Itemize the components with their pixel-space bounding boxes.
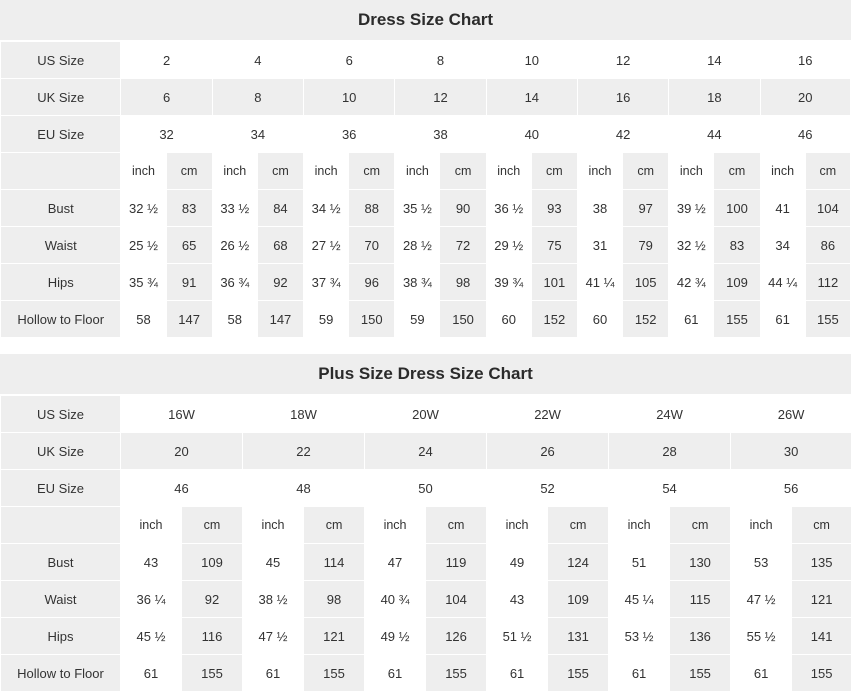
cell-waist: 29 ½ — [486, 227, 531, 264]
cell-hips: 47 ½ — [243, 618, 304, 655]
cell-waist: 121 — [792, 581, 851, 618]
cell-hips: 36 ¾ — [212, 264, 257, 301]
cell-waist: 70 — [349, 227, 395, 264]
row-label-us-size: US Size — [1, 396, 121, 433]
cell-hollow: 155 — [792, 655, 851, 692]
cell-uk-size: 20 — [121, 433, 243, 470]
cell-us-size: 18W — [243, 396, 365, 433]
table-row-waist — [1, 581, 851, 618]
cell-us-size: 12 — [577, 42, 668, 79]
cell-hips: 53 ½ — [609, 618, 670, 655]
cell-us-size: 24W — [609, 396, 731, 433]
cell-unit: inch — [486, 153, 531, 190]
row-label-us-size: US Size — [1, 42, 121, 79]
cell-uk-size: 24 — [365, 433, 487, 470]
row-label-hollow-to-floor: Hollow to Floor — [1, 301, 121, 338]
cell-hollow: 155 — [714, 301, 760, 338]
cell-waist: 65 — [166, 227, 212, 264]
cell-unit: inch — [669, 153, 714, 190]
cell-hollow: 61 — [365, 655, 426, 692]
cell-waist: 40 ¾ — [365, 581, 426, 618]
cell-unit: cm — [426, 507, 487, 544]
cell-bust: 41 — [760, 190, 805, 227]
cell-unit: cm — [440, 153, 486, 190]
cell-unit: cm — [304, 507, 365, 544]
cell-bust: 32 ½ — [121, 190, 166, 227]
cell-unit: inch — [487, 507, 548, 544]
cell-hollow: 61 — [731, 655, 792, 692]
cell-uk-size: 18 — [669, 79, 760, 116]
dress-size-chart-block — [0, 0, 851, 338]
cell-unit: inch — [121, 153, 166, 190]
cell-hips: 126 — [426, 618, 487, 655]
cell-unit: inch — [243, 507, 304, 544]
cell-waist: 28 ½ — [395, 227, 440, 264]
cell-waist: 26 ½ — [212, 227, 257, 264]
cell-waist: 38 ½ — [243, 581, 304, 618]
cell-bust: 109 — [182, 544, 243, 581]
cell-eu-size: 46 — [760, 116, 850, 153]
cell-uk-size: 30 — [731, 433, 851, 470]
cell-eu-size: 42 — [577, 116, 668, 153]
cell-hips: 37 ¾ — [304, 264, 349, 301]
cell-hips: 98 — [440, 264, 486, 301]
cell-uk-size: 12 — [395, 79, 486, 116]
cell-unit: cm — [714, 153, 760, 190]
row-label-units — [1, 153, 121, 190]
cell-unit: inch — [760, 153, 805, 190]
cell-bust: 53 — [731, 544, 792, 581]
cell-hips: 96 — [349, 264, 395, 301]
cell-waist: 32 ½ — [669, 227, 714, 264]
cell-hips: 51 ½ — [487, 618, 548, 655]
row-label-uk-size: UK Size — [1, 79, 121, 116]
cell-hips: 38 ¾ — [395, 264, 440, 301]
cell-hips: 45 ½ — [121, 618, 182, 655]
dress-size-table — [0, 41, 851, 338]
table-row-uk-size — [1, 433, 851, 470]
cell-hollow: 155 — [670, 655, 731, 692]
table-row-hips — [1, 618, 851, 655]
cell-eu-size: 34 — [212, 116, 303, 153]
row-label-hollow-to-floor: Hollow to Floor — [1, 655, 121, 692]
cell-hips: 39 ¾ — [486, 264, 531, 301]
cell-waist: 68 — [257, 227, 303, 264]
cell-hips: 131 — [548, 618, 609, 655]
chart-title: Dress Size Chart — [0, 0, 851, 41]
cell-unit: cm — [166, 153, 212, 190]
row-label-waist: Waist — [1, 227, 121, 264]
cell-uk-size: 16 — [577, 79, 668, 116]
cell-unit: cm — [670, 507, 731, 544]
cell-hollow: 155 — [805, 301, 850, 338]
cell-waist: 27 ½ — [304, 227, 349, 264]
chart-title-plus: Plus Size Dress Size Chart — [0, 354, 851, 395]
table-row-bust — [1, 190, 851, 227]
cell-eu-size: 38 — [395, 116, 486, 153]
cell-hips: 49 ½ — [365, 618, 426, 655]
cell-uk-size: 20 — [760, 79, 850, 116]
row-label-hips: Hips — [1, 618, 121, 655]
cell-bust: 51 — [609, 544, 670, 581]
cell-bust: 135 — [792, 544, 851, 581]
cell-unit: cm — [623, 153, 669, 190]
cell-bust: 88 — [349, 190, 395, 227]
cell-unit: cm — [349, 153, 395, 190]
table-row-waist — [1, 227, 851, 264]
cell-eu-size: 48 — [243, 470, 365, 507]
cell-us-size: 10 — [486, 42, 577, 79]
cell-waist: 83 — [714, 227, 760, 264]
cell-hips: 105 — [623, 264, 669, 301]
cell-unit: inch — [731, 507, 792, 544]
cell-hollow: 155 — [304, 655, 365, 692]
cell-hollow: 155 — [548, 655, 609, 692]
cell-uk-size: 28 — [609, 433, 731, 470]
cell-unit: inch — [212, 153, 257, 190]
table-row-hollow-to-floor — [1, 655, 851, 692]
cell-unit: cm — [792, 507, 851, 544]
cell-hollow: 61 — [760, 301, 805, 338]
cell-bust: 45 — [243, 544, 304, 581]
cell-hollow: 61 — [487, 655, 548, 692]
cell-waist: 43 — [487, 581, 548, 618]
cell-eu-size: 44 — [669, 116, 760, 153]
cell-bust: 90 — [440, 190, 486, 227]
cell-hollow: 61 — [121, 655, 182, 692]
cell-hollow: 150 — [440, 301, 486, 338]
cell-hollow: 60 — [577, 301, 622, 338]
cell-hollow: 147 — [166, 301, 212, 338]
cell-unit: inch — [395, 153, 440, 190]
cell-hips: 35 ¾ — [121, 264, 166, 301]
cell-hips: 112 — [805, 264, 850, 301]
cell-waist: 104 — [426, 581, 487, 618]
cell-hollow: 61 — [669, 301, 714, 338]
cell-eu-size: 54 — [609, 470, 731, 507]
row-label-bust: Bust — [1, 544, 121, 581]
cell-bust: 130 — [670, 544, 731, 581]
cell-us-size: 4 — [212, 42, 303, 79]
table-row-bust — [1, 544, 851, 581]
cell-hollow: 59 — [304, 301, 349, 338]
cell-eu-size: 56 — [731, 470, 851, 507]
cell-waist: 47 ½ — [731, 581, 792, 618]
section-divider — [0, 338, 851, 354]
row-label-hips: Hips — [1, 264, 121, 301]
cell-hollow: 61 — [243, 655, 304, 692]
cell-bust: 33 ½ — [212, 190, 257, 227]
row-label-eu-size: EU Size — [1, 116, 121, 153]
cell-us-size: 6 — [304, 42, 395, 79]
cell-waist: 72 — [440, 227, 486, 264]
cell-waist: 25 ½ — [121, 227, 166, 264]
cell-bust: 93 — [531, 190, 577, 227]
cell-us-size: 16W — [121, 396, 243, 433]
row-label-units — [1, 507, 121, 544]
cell-us-size: 16 — [760, 42, 850, 79]
cell-us-size: 22W — [487, 396, 609, 433]
cell-waist: 79 — [623, 227, 669, 264]
cell-hollow: 60 — [486, 301, 531, 338]
cell-hollow: 147 — [257, 301, 303, 338]
cell-bust: 83 — [166, 190, 212, 227]
cell-uk-size: 8 — [212, 79, 303, 116]
cell-hollow: 155 — [426, 655, 487, 692]
cell-uk-size: 26 — [487, 433, 609, 470]
cell-waist: 109 — [548, 581, 609, 618]
cell-eu-size: 32 — [121, 116, 212, 153]
cell-waist: 36 ¼ — [121, 581, 182, 618]
table-row-eu-size — [1, 116, 851, 153]
cell-hollow: 155 — [182, 655, 243, 692]
cell-bust: 124 — [548, 544, 609, 581]
table-row-units — [1, 507, 851, 544]
cell-bust: 47 — [365, 544, 426, 581]
cell-eu-size: 40 — [486, 116, 577, 153]
cell-hollow: 58 — [121, 301, 166, 338]
cell-us-size: 2 — [121, 42, 212, 79]
cell-bust: 100 — [714, 190, 760, 227]
cell-unit: cm — [257, 153, 303, 190]
cell-unit: cm — [182, 507, 243, 544]
cell-unit: cm — [805, 153, 850, 190]
cell-unit: inch — [365, 507, 426, 544]
cell-bust: 114 — [304, 544, 365, 581]
cell-hollow: 152 — [531, 301, 577, 338]
cell-bust: 36 ½ — [486, 190, 531, 227]
cell-bust: 43 — [121, 544, 182, 581]
cell-hollow: 58 — [212, 301, 257, 338]
cell-hips: 101 — [531, 264, 577, 301]
cell-uk-size: 14 — [486, 79, 577, 116]
cell-us-size: 26W — [731, 396, 851, 433]
plus-size-dress-chart-block — [0, 354, 851, 692]
cell-uk-size: 22 — [243, 433, 365, 470]
cell-bust: 38 — [577, 190, 622, 227]
cell-eu-size: 52 — [487, 470, 609, 507]
cell-bust: 97 — [623, 190, 669, 227]
cell-unit: cm — [531, 153, 577, 190]
cell-uk-size: 10 — [304, 79, 395, 116]
cell-hips: 91 — [166, 264, 212, 301]
cell-us-size: 8 — [395, 42, 486, 79]
cell-unit: inch — [304, 153, 349, 190]
table-row-hollow-to-floor — [1, 301, 851, 338]
cell-waist: 86 — [805, 227, 850, 264]
cell-hips: 92 — [257, 264, 303, 301]
cell-hips: 109 — [714, 264, 760, 301]
cell-eu-size: 46 — [121, 470, 243, 507]
cell-hollow: 150 — [349, 301, 395, 338]
table-row-us-size — [1, 396, 851, 433]
cell-hips: 44 ¼ — [760, 264, 805, 301]
plus-size-dress-table — [0, 395, 851, 692]
cell-us-size: 14 — [669, 42, 760, 79]
cell-unit: inch — [121, 507, 182, 544]
cell-us-size: 20W — [365, 396, 487, 433]
cell-hips: 121 — [304, 618, 365, 655]
cell-waist: 92 — [182, 581, 243, 618]
cell-waist: 115 — [670, 581, 731, 618]
cell-hips: 42 ¾ — [669, 264, 714, 301]
table-row-hips — [1, 264, 851, 301]
cell-bust: 49 — [487, 544, 548, 581]
cell-eu-size: 50 — [365, 470, 487, 507]
cell-hips: 141 — [792, 618, 851, 655]
cell-hips: 41 ¼ — [577, 264, 622, 301]
cell-hips: 55 ½ — [731, 618, 792, 655]
row-label-uk-size: UK Size — [1, 433, 121, 470]
table-row-uk-size — [1, 79, 851, 116]
cell-waist: 75 — [531, 227, 577, 264]
cell-eu-size: 36 — [304, 116, 395, 153]
row-label-eu-size: EU Size — [1, 470, 121, 507]
cell-uk-size: 6 — [121, 79, 212, 116]
cell-waist: 34 — [760, 227, 805, 264]
cell-unit: inch — [577, 153, 622, 190]
table-row-us-size — [1, 42, 851, 79]
cell-waist: 31 — [577, 227, 622, 264]
cell-bust: 39 ½ — [669, 190, 714, 227]
row-label-waist: Waist — [1, 581, 121, 618]
cell-unit: inch — [609, 507, 670, 544]
cell-hips: 136 — [670, 618, 731, 655]
cell-waist: 45 ¼ — [609, 581, 670, 618]
cell-hollow: 59 — [395, 301, 440, 338]
cell-unit: cm — [548, 507, 609, 544]
table-row-eu-size — [1, 470, 851, 507]
cell-hollow: 61 — [609, 655, 670, 692]
cell-bust: 104 — [805, 190, 850, 227]
row-label-bust: Bust — [1, 190, 121, 227]
cell-hollow: 152 — [623, 301, 669, 338]
cell-bust: 34 ½ — [304, 190, 349, 227]
cell-bust: 84 — [257, 190, 303, 227]
cell-hips: 116 — [182, 618, 243, 655]
cell-bust: 35 ½ — [395, 190, 440, 227]
cell-waist: 98 — [304, 581, 365, 618]
cell-bust: 119 — [426, 544, 487, 581]
table-row-units — [1, 153, 851, 190]
